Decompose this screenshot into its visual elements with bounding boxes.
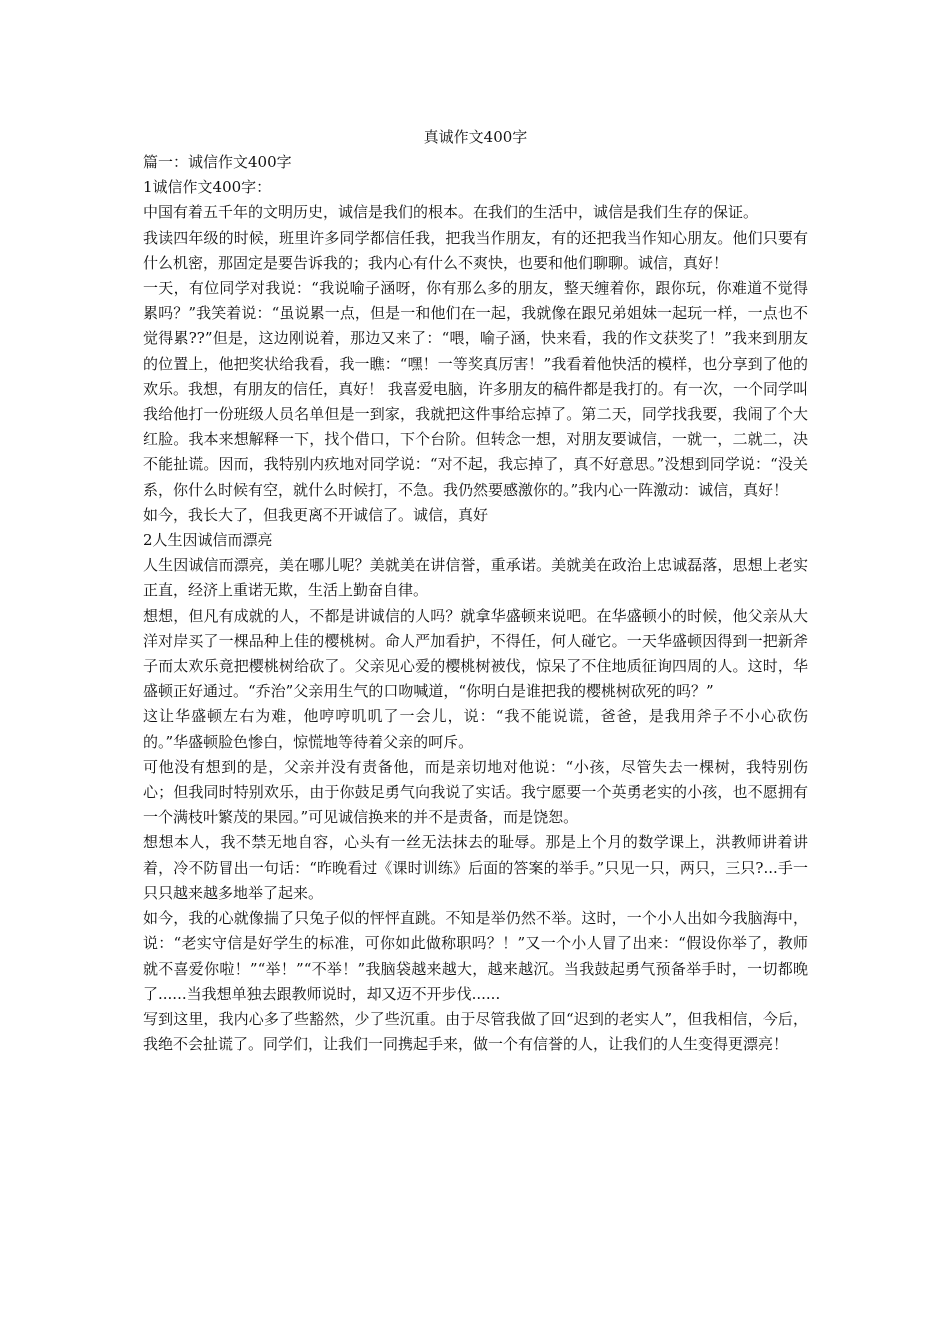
paragraph: 可他没有想到的是，父亲并没有责备他，而是亲切地对他说：“小孩，尽管失去一棵树，我特别伤心；但我同时特别欢乐，由于你鼓足勇气向我说了实话。我宁愿要一个英勇老实的小孩，也不愿拥有一个满枝叶繁茂的果园。”可见诚信换来的并不是责备，而是饶恕。: [143, 757, 808, 827]
paragraph: 想想，但凡有成就的人，不都是讲诚信的人吗？就拿华盛顿来说吧。在华盛顿小的时候，他父亲从大洋对岸买了一棵品种上佳的樱桃树。命人严加看护，不得任，何人碰它。一天华盛顿因得到一把新斧子而太欢乐竟把樱桃树给砍了。父亲见心爱的樱桃树被伐，惊呆了不住地质征询四周的人。这时，华盛顿正好通过。“乔治”父亲用生气的口吻喊道，“你明白是谁把我的樱桃树砍死的吗？”: [143, 606, 808, 701]
paragraph: 如今，我的心就像揣了只兔子似的怦怦直跳。不知是举仍然不举。这时，一个小人出如今我脑海中，说：“老实守信是好学生的标准，可你如此做称职吗？！”又一个小人冒了出来：“假设你举了，教师就不喜爱你啦！”“举！”“不举！”我脑袋越来越大，越来越沉。当我鼓起勇气预备举手时，一切都晚了......当我想单独去跟教师说时，却又迈不开步伐......: [143, 909, 808, 1003]
paragraph: 中国有着五千年的文明历史，诚信是我们的根本。在我们的生活中，诚信是我们生存的保证。: [143, 203, 759, 222]
paragraph: 写到这里，我内心多了些豁然，少了些沉重。由于尽管我做了回“迟到的老实人”，但我相信，今后，我绝不会扯谎了。同学们，让我们一同携起手来，做一个有信誉的人，让我们的人生变得更漂亮！: [143, 1009, 808, 1054]
paragraph: 我读四年级的时候，班里许多同学都信任我，把我当作朋友，有的还把我当作知心朋友。他们只要有什么机密，那固定是要告诉我的；我内心有什么不爽快，也要和他们聊聊。诚信，真好！: [143, 228, 808, 272]
section-heading: 2人生因诚信而漂亮: [143, 531, 273, 550]
document-title: 真诚作文400字: [423, 128, 528, 146]
section-heading: 1诚信作文400字：: [143, 178, 272, 197]
paragraph: 这让华盛顿左右为难，他哼哼叽叽了一会儿，说：“我不能说谎，爸爸，是我用斧子不小心砍伤的。”华盛顿脸色惨白，惊慌地等待着父亲的呵斥。: [143, 707, 808, 751]
paragraph: 人生因诚信而漂亮，美在哪儿呢？美就美在讲信誉，重承诺。美就美在政治上忠诚磊落，思想上老实正直，经济上重诺无欺，生活上勤奋自律。: [143, 556, 808, 600]
paragraph: 如今，我长大了，但我更离不开诚信了。诚信，真好: [143, 505, 489, 524]
subheading: 篇一：诚信作文400字: [143, 153, 292, 171]
paragraph: 一天，有位同学对我说：“我说喻子涵呀，你有那么多的朋友，整天缠着你，跟你玩，你难道不觉得累吗？”我笑着说：“虽说累一点，但是一和他们在一起，我就像在跟兄弟姐妹一起玩一样，一点也不觉得累??”但是，这边刚说着，那边又来了：“喂，喻子涵，快来看，我的作文获奖了！”我来到朋友的位置上，他把奖状给我看，我一瞧：“嘿！一等奖真厉害！”我看着他快活的模样，也分享到了他的欢乐。我想，有朋友的信任，真好！ 我喜爱电脑，许多朋友的稿件都是我打的。有一次，一个同学叫我给他打一份班级人员名单但是一到家，我就把这件事给忘掉了。第二天，同学找我要，我闹了个大红脸。我本来想解释一下，找个借口，下个台阶。但转念一想，对朋友要诚信，一就一，二就二，决不能扯谎。因而，我特别内疚地对同学说：“对不起，我忘掉了，真不好意思。”没想到同学说：“没关系，你什么时候有空，就什么时候打，不急。我仍然要感激你的。”我内心一阵激动：诚信，真好！: [143, 279, 808, 499]
paragraph: 想想本人，我不禁无地自容，心头有一丝无法抹去的耻辱。那是上个月的数学课上，洪教师讲着讲着，冷不防冒出一句话：“昨晚看过《课时训练》后面的答案的举手。”只见一只，两只，三只?...手一只只越来越多地举了起来。: [143, 833, 808, 902]
document-body: [143, 150, 808, 1057]
document-page: [143, 124, 808, 1057]
